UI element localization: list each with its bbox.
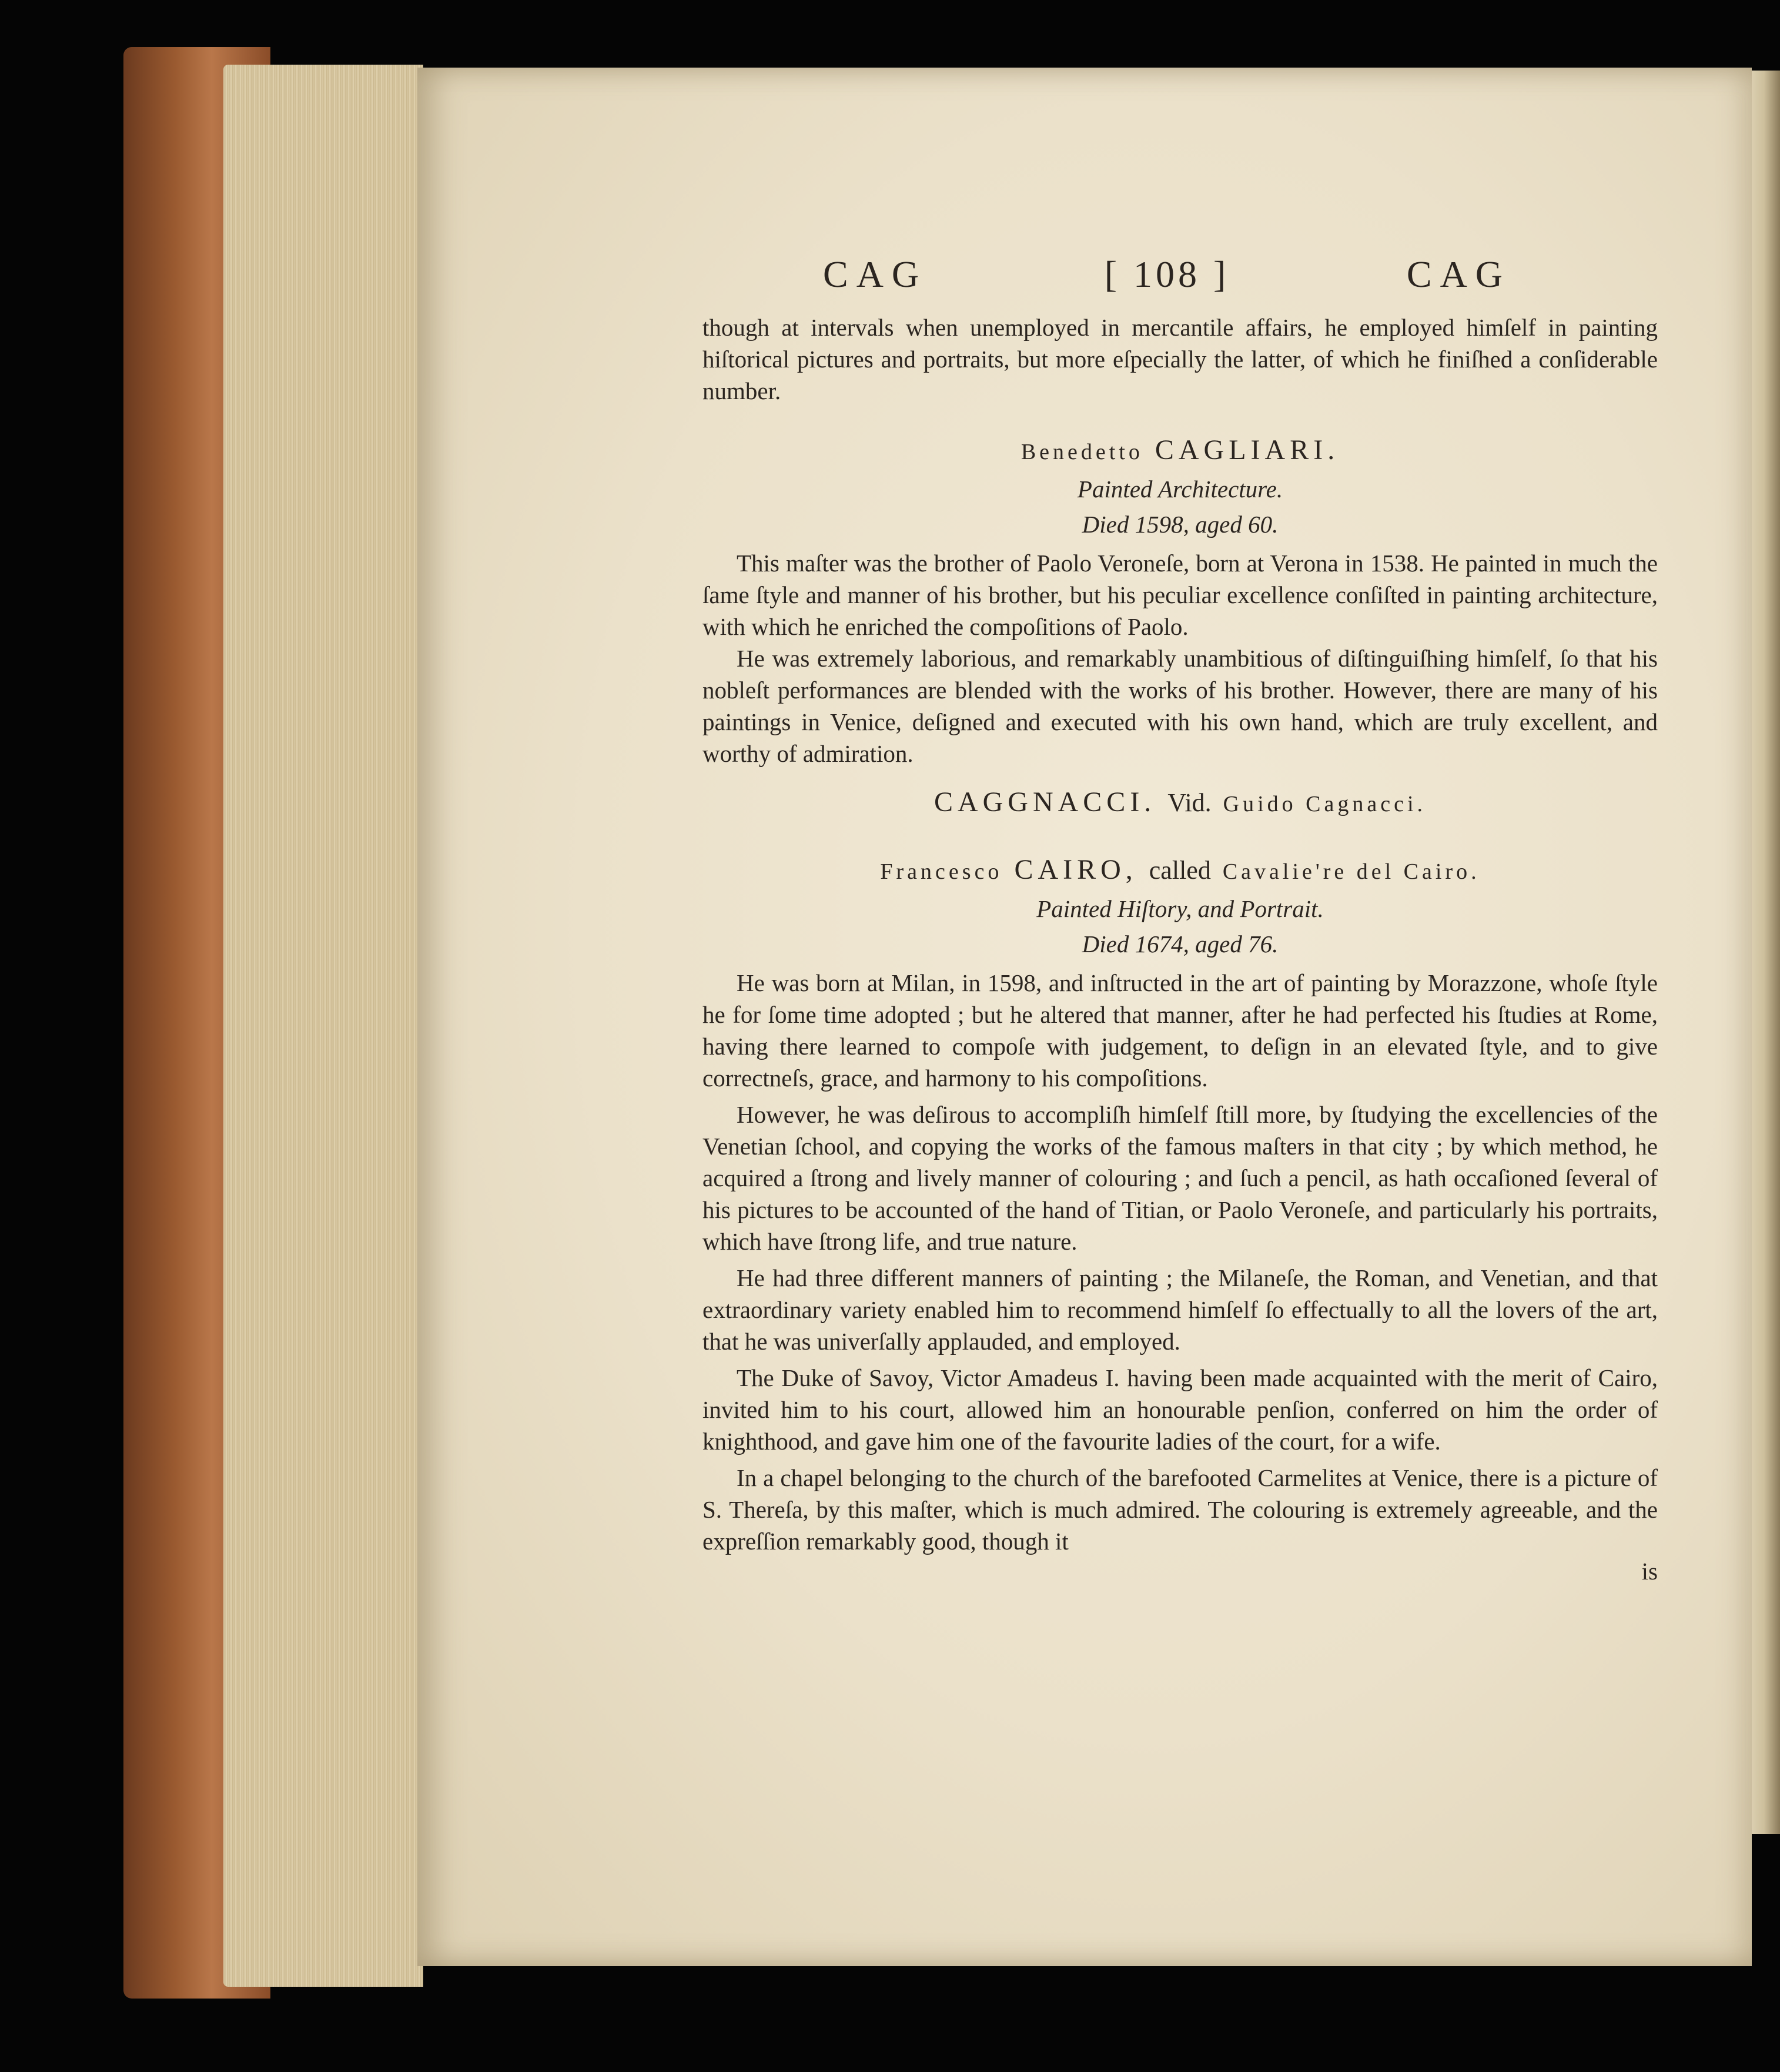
entry-first-name: Benedetto xyxy=(1021,440,1143,464)
entry-surname: CAGLIARI. xyxy=(1155,434,1340,466)
entry-paragraph: He was extremely laborious, and remarkably unambitious of diſtinguiſhing himſelf, ſo that his nobleſt performances are blended with the works of his brother. However, there are many of his paintings in Venice, deſigned and executed with his own hand, which are truly excellent, and worthy of admiration. xyxy=(702,645,1658,767)
entry-paragraph: In a chapel belonging to the church of the barefooted Carmelites at Venice, there is a picture of S. Thereſa, by this maſter, which is much admired. The colouring is extremely agreeable, and the expreſſion remarkably good, though it xyxy=(702,1464,1658,1555)
cross-reference-caggnacci xyxy=(702,786,1658,818)
running-head xyxy=(823,253,1511,296)
cross-ref-target: Guido Cagnacci. xyxy=(1223,792,1427,816)
entry-paragraph: The Duke of Savoy, Victor Amadeus I. having been made acquainted with the merit of Cairo, invited him to his court, allowed him an honourable penſion, conferred on him the order of knighthood, and gave him one of the favourite ladies of the court, for a wife. xyxy=(702,1364,1658,1455)
entry-died: Died 1674, aged 76. xyxy=(1082,930,1279,958)
entry-surname: CAIRO, xyxy=(1014,854,1137,885)
catchword: is xyxy=(1641,1558,1658,1585)
entry-paragraph: This maſter was the brother of Paolo Veroneſe, born at Verona in 1538. He painted in much the ſame ſtyle and manner of his brother, but his peculiar excellence conſiſted in painting architecture, with which he enriched the compoſitions of Paolo. xyxy=(702,550,1658,640)
entry-first-name: Francesco xyxy=(880,859,1003,884)
cross-ref-vid: Vid. xyxy=(1167,788,1212,817)
running-head-left: CAG xyxy=(823,253,928,295)
entry-paragraph: However, he was deſirous to accompliſh himſelf ſtill more, by ſtudying the excellencies of the Venetian ſchool, and copying the works of the famous maſters in that city ; by which method, he acquired a ſtrong and lively manner of colouring ; and ſuch a pencil, as hath occaſioned ſeveral of his pictures to be accounted of the hand of Titian, or Paolo Veroneſe, and particularly his portraits, which have ſtrong life, and true nature. xyxy=(702,1101,1658,1255)
entry-died: Died 1598, aged 60. xyxy=(1082,511,1279,538)
running-head-right: CAG xyxy=(1406,253,1511,295)
entry-paragraph: He was born at Milan, in 1598, and inſtructed in the art of painting by Morazzone, whoſe ſtyle he for ſome time adopted ; but he altered that manner, after he had perfected his ſtudies at Rome, having there learned to compoſe with judgement, to deſign in an elevated ſtyle, and to give correctneſs, grace, and harmony to his compoſitions. xyxy=(702,969,1658,1092)
opening-paragraph: though at intervals when unemployed in mercantile affairs, he employed himſelf in painting hiſtorical pictures and portraits, but more eſpecially the latter, of which he finiſhed a conſiderable number. xyxy=(702,314,1658,404)
entry-alias: Cavalie're del Cairo. xyxy=(1222,859,1480,884)
entry-heading-cairo xyxy=(702,853,1658,886)
entry-heading-cagliari xyxy=(702,434,1658,466)
cross-ref-name: CAGGNACCI. xyxy=(934,786,1156,818)
page-edges xyxy=(223,65,423,1987)
page-number: [ 108 ] xyxy=(1104,253,1230,295)
entry-called: called xyxy=(1149,856,1211,885)
entry-paragraph: He had three different manners of painting ; the Milaneſe, the Roman, and Venetian, and that extraordinary variety enabled him to recommend himſelf ſo effectually to all the lovers of the art, that he was univerſally applauded, and employed. xyxy=(702,1264,1658,1355)
entry-painted: Painted Hiſtory, and Portrait. xyxy=(1036,895,1324,922)
entry-painted: Painted Architecture. xyxy=(1077,476,1283,503)
text-column xyxy=(702,253,1658,1585)
